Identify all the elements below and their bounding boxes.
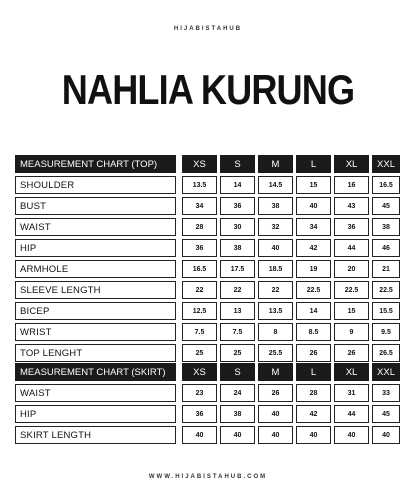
skirt-chart-header-row [15,362,399,383]
top-chart-value-cell: 7.5 [182,323,217,341]
top-chart-value-cell: 36 [182,239,217,257]
top-chart-value-cell: 40 [296,197,331,215]
top-chart-value-cell: 38 [372,218,400,236]
skirt-chart-value-cell: 40 [182,426,217,444]
top-chart-value-cell: 19 [296,260,331,278]
table-row [15,404,399,425]
top-chart-value-cell: 34 [296,218,331,236]
table-row [15,343,399,364]
top-chart-value-cell: 30 [220,218,255,236]
top-chart-row-label: ARMHOLE [15,260,176,278]
top-chart-value-cell: 14 [296,302,331,320]
top-chart-value-cell: 16 [334,176,369,194]
skirt-chart-value-cell: 38 [220,405,255,423]
top-chart-size-header: M [258,155,293,173]
skirt-chart-value-cell: 31 [334,384,369,402]
top-chart-value-cell: 13.5 [182,176,217,194]
skirt-chart-row-label: SKIRT LENGTH [15,426,176,444]
top-chart-value-cell: 22 [220,281,255,299]
top-chart-value-cell: 16.5 [182,260,217,278]
top-chart-value-cell: 15 [334,302,369,320]
skirt-chart-value-cell: 33 [372,384,400,402]
page-title: NAHLIA KURUNG [61,66,355,113]
skirt-chart-value-cell: 45 [372,405,400,423]
table-row [15,301,399,322]
skirt-chart-size-header: M [258,363,293,381]
table-row [15,383,399,404]
top-chart-row-label: BICEP [15,302,176,320]
top-chart-value-cell: 22 [182,281,217,299]
table-row [15,175,399,196]
top-chart-value-cell: 28 [182,218,217,236]
table-row [15,322,399,343]
skirt-chart-value-cell: 42 [296,405,331,423]
top-chart-value-cell: 20 [334,260,369,278]
top-chart-value-cell: 15 [296,176,331,194]
top-chart-value-cell: 22.5 [296,281,331,299]
top-chart-row-label: HIP [15,239,176,257]
top-chart-heading: MEASUREMENT CHART (TOP) [15,155,176,173]
skirt-chart-size-header: XXL [372,363,400,381]
top-chart-value-cell: 18.5 [258,260,293,278]
top-chart-value-cell: 13 [220,302,255,320]
top-chart-value-cell: 22 [258,281,293,299]
table-row [15,259,399,280]
table-row [15,280,399,301]
top-chart-value-cell: 25 [220,344,255,362]
top-chart-value-cell: 40 [258,239,293,257]
skirt-chart-value-cell: 40 [334,426,369,444]
top-chart-value-cell: 36 [220,197,255,215]
top-chart-value-cell: 22.5 [372,281,400,299]
top-chart-value-cell: 26.5 [372,344,400,362]
top-chart-row-label: WAIST [15,218,176,236]
top-chart-value-cell: 17.5 [220,260,255,278]
top-chart-value-cell: 34 [182,197,217,215]
top-chart-value-cell: 26 [296,344,331,362]
skirt-chart-value-cell: 28 [296,384,331,402]
skirt-chart-value-cell: 36 [182,405,217,423]
top-chart-value-cell: 25 [182,344,217,362]
skirt-chart-value-cell: 24 [220,384,255,402]
top-chart-value-cell: 38 [258,197,293,215]
top-chart-value-cell: 8 [258,323,293,341]
skirt-chart-heading: MEASUREMENT CHART (SKIRT) [15,363,176,381]
footer-website: WWW.HIJABISTAHUB.COM [148,474,268,480]
skirt-chart-value-cell: 40 [220,426,255,444]
skirt-chart-value-cell: 44 [334,405,369,423]
skirt-chart-value-cell: 23 [182,384,217,402]
top-measurement-chart [15,154,399,364]
skirt-chart-size-header: XS [182,363,217,381]
top-chart-value-cell: 45 [372,197,400,215]
top-chart-row-label: SLEEVE LENGTH [15,281,176,299]
top-chart-value-cell: 14 [220,176,255,194]
skirt-chart-row-label: WAIST [15,384,176,402]
top-chart-size-header: XS [182,155,217,173]
skirt-chart-value-cell: 40 [296,426,331,444]
top-chart-value-cell: 38 [220,239,255,257]
top-chart-row-label: BUST [15,197,176,215]
top-chart-row-label: SHOULDER [15,176,176,194]
top-chart-value-cell: 21 [372,260,400,278]
top-chart-size-header: XL [334,155,369,173]
top-chart-value-cell: 32 [258,218,293,236]
table-row [15,425,399,446]
top-chart-value-cell: 15.5 [372,302,400,320]
top-chart-size-header: XXL [372,155,400,173]
top-chart-value-cell: 36 [334,218,369,236]
top-chart-value-cell: 25.5 [258,344,293,362]
top-chart-value-cell: 8.5 [296,323,331,341]
skirt-chart-value-cell: 40 [258,426,293,444]
top-chart-value-cell: 7.5 [220,323,255,341]
table-row [15,217,399,238]
top-chart-size-header: S [220,155,255,173]
top-chart-value-cell: 43 [334,197,369,215]
top-chart-value-cell: 13.5 [258,302,293,320]
table-row [15,238,399,259]
top-chart-value-cell: 16.5 [372,176,400,194]
top-chart-value-cell: 12.5 [182,302,217,320]
skirt-chart-value-cell: 26 [258,384,293,402]
skirt-chart-size-header: XL [334,363,369,381]
skirt-chart-row-label: HIP [15,405,176,423]
skirt-chart-value-cell: 40 [372,426,400,444]
top-chart-value-cell: 14.5 [258,176,293,194]
skirt-measurement-chart [15,362,399,446]
top-chart-value-cell: 9 [334,323,369,341]
top-chart-value-cell: 46 [372,239,400,257]
top-chart-row-label: TOP LENGHT [15,344,176,362]
top-chart-value-cell: 22.5 [334,281,369,299]
skirt-chart-value-cell: 40 [258,405,293,423]
top-chart-value-cell: 44 [334,239,369,257]
brand-logo: HIJABISTAHUB [173,26,243,32]
table-row [15,196,399,217]
skirt-chart-size-header: L [296,363,331,381]
skirt-chart-size-header: S [220,363,255,381]
top-chart-header-row [15,154,399,175]
top-chart-row-label: WRIST [15,323,176,341]
top-chart-value-cell: 9.5 [372,323,400,341]
top-chart-value-cell: 42 [296,239,331,257]
top-chart-size-header: L [296,155,331,173]
top-chart-value-cell: 26 [334,344,369,362]
